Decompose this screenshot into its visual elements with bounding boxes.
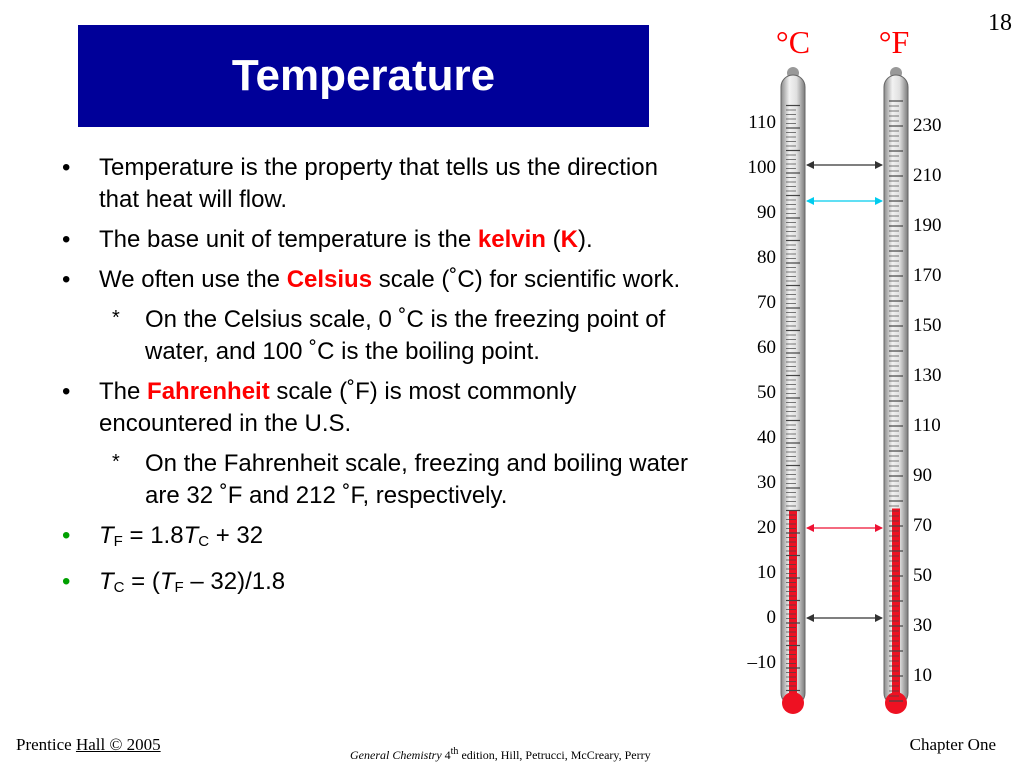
celsius-tick-label: 100 xyxy=(747,157,776,178)
bullet-text: Temperature is the property that tells us the direction that heat will flow. xyxy=(99,154,658,213)
fahrenheit-tick-label: 90 xyxy=(913,465,932,486)
fahrenheit-thermometer xyxy=(884,67,942,714)
sub-bullet-text: On the Fahrenheit scale, freezing and boiling water are 32 ˚F and 212 ˚F, respectively. xyxy=(145,450,688,509)
footer-chapter: Chapter One xyxy=(909,735,996,754)
fahrenheit-tick-label: 230 xyxy=(913,115,942,136)
celsius-tick-label: 40 xyxy=(757,427,776,448)
fahrenheit-unit-label: °F xyxy=(878,24,910,60)
formula-sub: F xyxy=(113,533,123,550)
footer-book-title: General Chemistry xyxy=(350,748,442,762)
formula-bullet-marker: • xyxy=(62,568,71,595)
fahrenheit-tick-label: 70 xyxy=(913,515,932,536)
formula-sub: C xyxy=(198,533,210,550)
celsius-bulb xyxy=(782,692,804,714)
celsius-tick-label: –10 xyxy=(747,652,776,673)
formula-text: = 1.8 xyxy=(122,522,184,549)
celsius-tick-label: 60 xyxy=(757,337,776,358)
fahrenheit-bulb xyxy=(885,692,907,714)
bullet-item xyxy=(62,376,702,440)
footer-book-citation xyxy=(350,746,651,763)
formula-text: = ( xyxy=(124,568,160,595)
thermometer-diagram xyxy=(705,20,1024,720)
footer-edition-sup: th xyxy=(450,746,459,757)
fahrenheit-tick-label: 50 xyxy=(913,565,932,586)
bullet-text: The base unit of temperature is the xyxy=(99,226,478,253)
formula-sub: F xyxy=(174,579,184,596)
formula-text: – 32)/1.8 xyxy=(183,568,286,595)
footer-publisher-prefix: Prentice xyxy=(16,735,76,754)
bullet-item xyxy=(62,264,702,296)
kelvin-term: kelvin xyxy=(477,226,546,253)
celsius-tick-label: 90 xyxy=(757,202,776,223)
footer-authors: edition, Hill, Petrucci, McCreary, Perry xyxy=(458,748,651,762)
bullet-marker: • xyxy=(62,154,71,181)
celsius-tick-label: 10 xyxy=(757,562,776,583)
bullet-marker: • xyxy=(62,226,71,253)
bullet-item xyxy=(62,152,702,216)
footer-edition: 4 xyxy=(441,748,451,762)
celsius-mercury-column xyxy=(789,511,797,704)
celsius-tick-label: 20 xyxy=(757,517,776,538)
formula-var: T xyxy=(99,522,114,549)
celsius-tick-label: 0 xyxy=(766,607,776,628)
bullet-text: We often use the xyxy=(99,266,287,293)
bullet-list xyxy=(62,152,702,612)
fahrenheit-tick-label: 130 xyxy=(913,365,942,386)
formula-sub: C xyxy=(113,579,125,596)
sub-bullet-item xyxy=(62,304,702,368)
fahrenheit-tick-label: 30 xyxy=(913,615,932,636)
celsius-tick-label: 30 xyxy=(757,472,776,493)
fahrenheit-tick-label: 150 xyxy=(913,315,942,336)
celsius-tick-label: 110 xyxy=(748,112,776,133)
bullet-text: The xyxy=(99,378,148,405)
formula-bullet-marker: • xyxy=(62,522,71,549)
footer-publisher-link[interactable]: Hall © 2005 xyxy=(75,735,161,754)
bullet-text: scale (˚F) is most commonly encountered in the U.S. xyxy=(99,378,577,437)
slide-number: 18 xyxy=(988,10,1012,36)
celsius-tick-label: 80 xyxy=(757,247,776,268)
slide-title: Temperature xyxy=(231,51,496,100)
formula-item xyxy=(62,566,702,604)
fahrenheit-tick-label: 190 xyxy=(913,215,942,236)
bullet-text: scale (˚C) for scientific work. xyxy=(372,266,681,293)
bullet-marker: • xyxy=(62,378,71,405)
fahrenheit-term: Fahrenheit xyxy=(147,378,270,405)
formula-var: T xyxy=(159,568,175,595)
fahrenheit-tick-label: 210 xyxy=(913,165,942,186)
formula-item xyxy=(62,520,702,558)
sub-bullet-text: On the Celsius scale, 0 ˚C is the freezing point of water, and 100 ˚C is the boiling point. xyxy=(145,306,666,365)
footer-publisher xyxy=(16,735,161,755)
celsius-tick-label: 70 xyxy=(757,292,776,313)
formula-text: + 32 xyxy=(209,522,264,549)
celsius-unit-label: °C xyxy=(775,24,811,60)
title-banner xyxy=(78,25,649,127)
bullet-marker: • xyxy=(62,266,71,293)
formula-var: T xyxy=(99,568,114,595)
celsius-thermometer xyxy=(747,67,806,714)
sub-bullet-marker: * xyxy=(112,451,120,473)
bullet-item xyxy=(62,224,702,256)
bullet-text: ). xyxy=(577,226,593,253)
sub-bullet-item xyxy=(62,448,702,512)
bullet-text: ( xyxy=(545,226,561,253)
celsius-term: Celsius xyxy=(286,266,373,293)
sub-bullet-marker: * xyxy=(112,307,120,329)
fahrenheit-tick-label: 110 xyxy=(913,415,941,436)
kelvin-symbol: K xyxy=(560,226,578,253)
formula-var: T xyxy=(183,522,199,549)
fahrenheit-tick-label: 170 xyxy=(913,265,942,286)
celsius-tick-label: 50 xyxy=(757,382,776,403)
fahrenheit-tick-label: 10 xyxy=(913,665,932,686)
